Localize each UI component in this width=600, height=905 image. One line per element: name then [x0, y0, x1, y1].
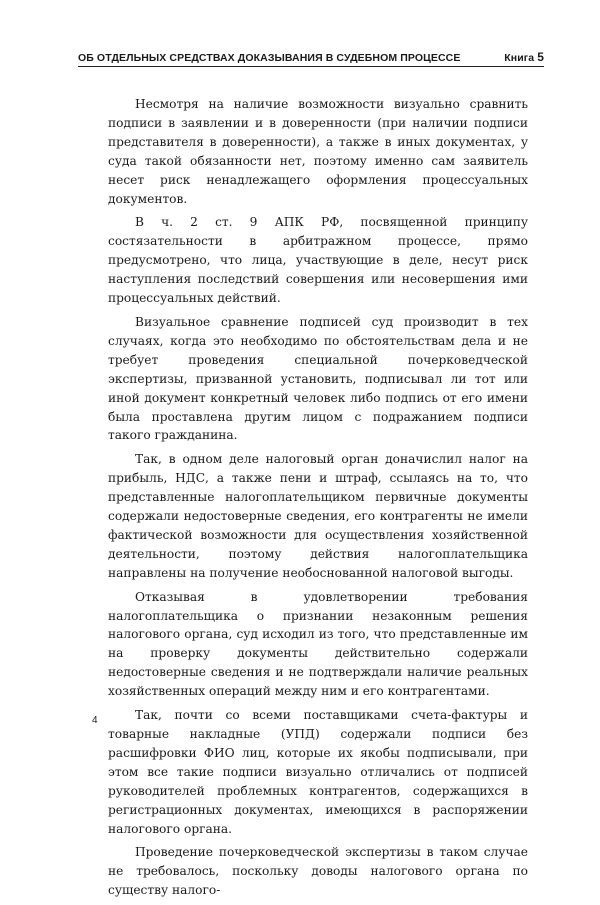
paragraph: Отказывая в удовлетворении требования налогоплательщика о признании незаконным решения налогового органа, суд исходил из того, что представленные им на проверку документы действительно содержали недостоверные сведения и не подтверждали наличие реальных хозяйственных операций между ним и его контрагентами. [108, 589, 528, 699]
paragraph: Так, почти со всеми поставщиками счета-фактуры и товарные накладные (УПД) содержали подписи без расшифровки ФИО лиц, которые их якобы подписывали, при этом все такие подписи визуально отличались от подписей руководителей проблемных контрагентов, содержащихся в регистрационных документах, имеющихся в распоряжении налогового органа. [108, 708, 528, 836]
running-header [78, 50, 544, 64]
paragraph: Проведение почерковедческой экспертизы в таком случае не требовалось, поскольку доводы налогового органа по существу налого- [108, 845, 528, 898]
paragraph: Так, в одном деле налоговый орган доначислил налог на прибыль, НДС, а также пени и штраф, ссылаясь на то, что представленные налогоплательщиком первичные документы содержали недостоверные сведения, его контрагенты не имели фактической возможности для осуществления хозяйственной деятельности, поэтому действия налогоплательщика направлены на получение необоснованной налоговой выгоды. [108, 452, 528, 580]
paragraph: Несмотря на наличие возможности визуально сравнить подписи в заявлении и в доверенности (при наличии подписи представителя в доверенности), а также в иных документах, у суда такой обязанности нет, поэтому именно сам заявитель несет риск ненадлежащего оформления процессуальных документов. [108, 97, 528, 206]
book-label: Книга [504, 52, 535, 64]
book-indicator [504, 50, 544, 64]
paragraph: Визуальное сравнение подписей суд производит в тех случаях, когда это необходимо по обстоятельствам дела и не требует проведения специальной почерковедческой экспертизы, призванной установить, подписывал ли тот или иной документ конкретный человек либо подпись от его имени была проставлена другим лицом с подражанием подписи такого гражданина. [108, 314, 528, 443]
running-header-title: ОБ ОТДЕЛЬНЫХ СРЕДСТВАХ ДОКАЗЫВАНИЯ В СУДЕБНОМ ПРОЦЕССЕ [78, 52, 461, 64]
header-rule [78, 66, 544, 67]
book-number: 5 [537, 50, 544, 64]
page-number: 4 [92, 715, 98, 726]
body-text [108, 95, 528, 905]
paragraph: В ч. 2 ст. 9 АПК РФ, посвященной принципу состязательности в арбитражном процессе, прямо предусмотрено, что лица, участвующие в деле, несут риск наступления последствий совершения или несовершения ими процессуальных действий. [108, 215, 528, 306]
